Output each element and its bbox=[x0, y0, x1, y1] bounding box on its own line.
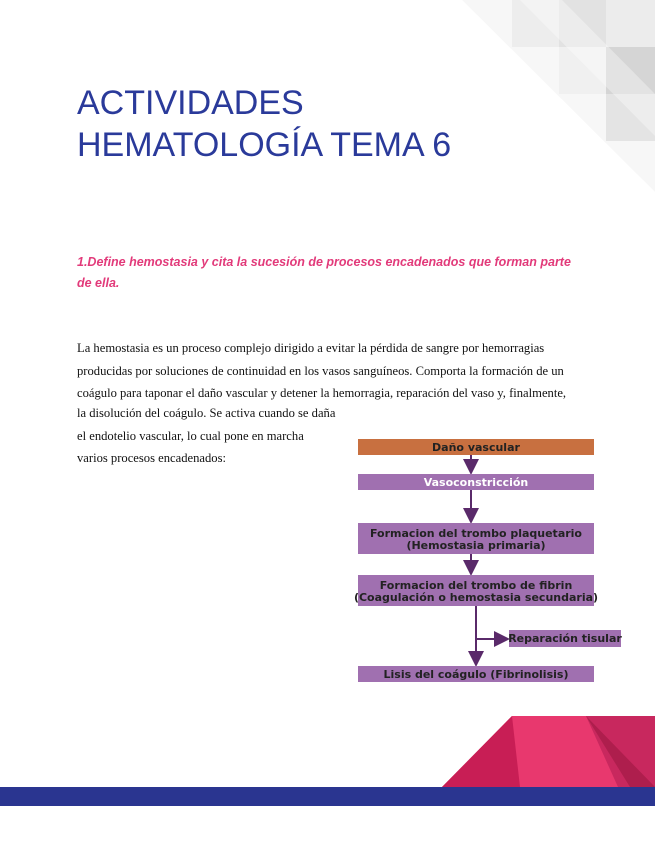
flow-text-vasoconstriccion: Vasoconstricción bbox=[423, 476, 529, 489]
flow-text-trombo-plaquetario-1: Formacion del trombo plaquetario bbox=[369, 527, 583, 540]
footer-bar bbox=[0, 787, 655, 806]
corner-decoration-bottom bbox=[0, 710, 655, 848]
page-title bbox=[77, 82, 451, 166]
title-line-2: HEMATOLOGÍA TEMA 6 bbox=[77, 126, 452, 164]
body-paragraph-1: La hemostasia es un proceso complejo dirigido a evitar la pérdida de sangre por hemorragias producidas por soluciones de continuidad en los vasos sanguíneos. Comporta la formación de un coágulo para taponar el daño vascular y detener la hemorragia, reparación del vaso y, finalmente, bbox=[77, 341, 567, 400]
flow-text-reparacion-tisular: Reparación tisular bbox=[508, 632, 622, 645]
flow-text-trombo-fibrina-2: (Coagulación o hemostasia secundaria) bbox=[353, 591, 599, 604]
question-heading: 1.Define hemostasia y cita la sucesión de procesos encadenados que forman parte de ella. bbox=[77, 255, 571, 290]
body-paragraph-2: la disolución del coágulo. Se activa cuando se daña el endotelio vascular, lo cual pone en marcha varios procesos encadenados: bbox=[77, 406, 336, 465]
flow-text-dano-vascular: Daño vascular bbox=[432, 441, 520, 454]
flow-text-trombo-plaquetario-2: (Hemostasia primaria) bbox=[406, 539, 546, 552]
flow-text-trombo-fibrina-1: Formacion del trombo de fibrin bbox=[379, 579, 573, 592]
flow-text-lisis-coagulo: Lisis del coágulo (Fibrinolisis) bbox=[383, 668, 569, 681]
hemostasis-flowchart bbox=[350, 432, 630, 692]
title-line-1: ACTIVIDADES bbox=[77, 84, 304, 122]
